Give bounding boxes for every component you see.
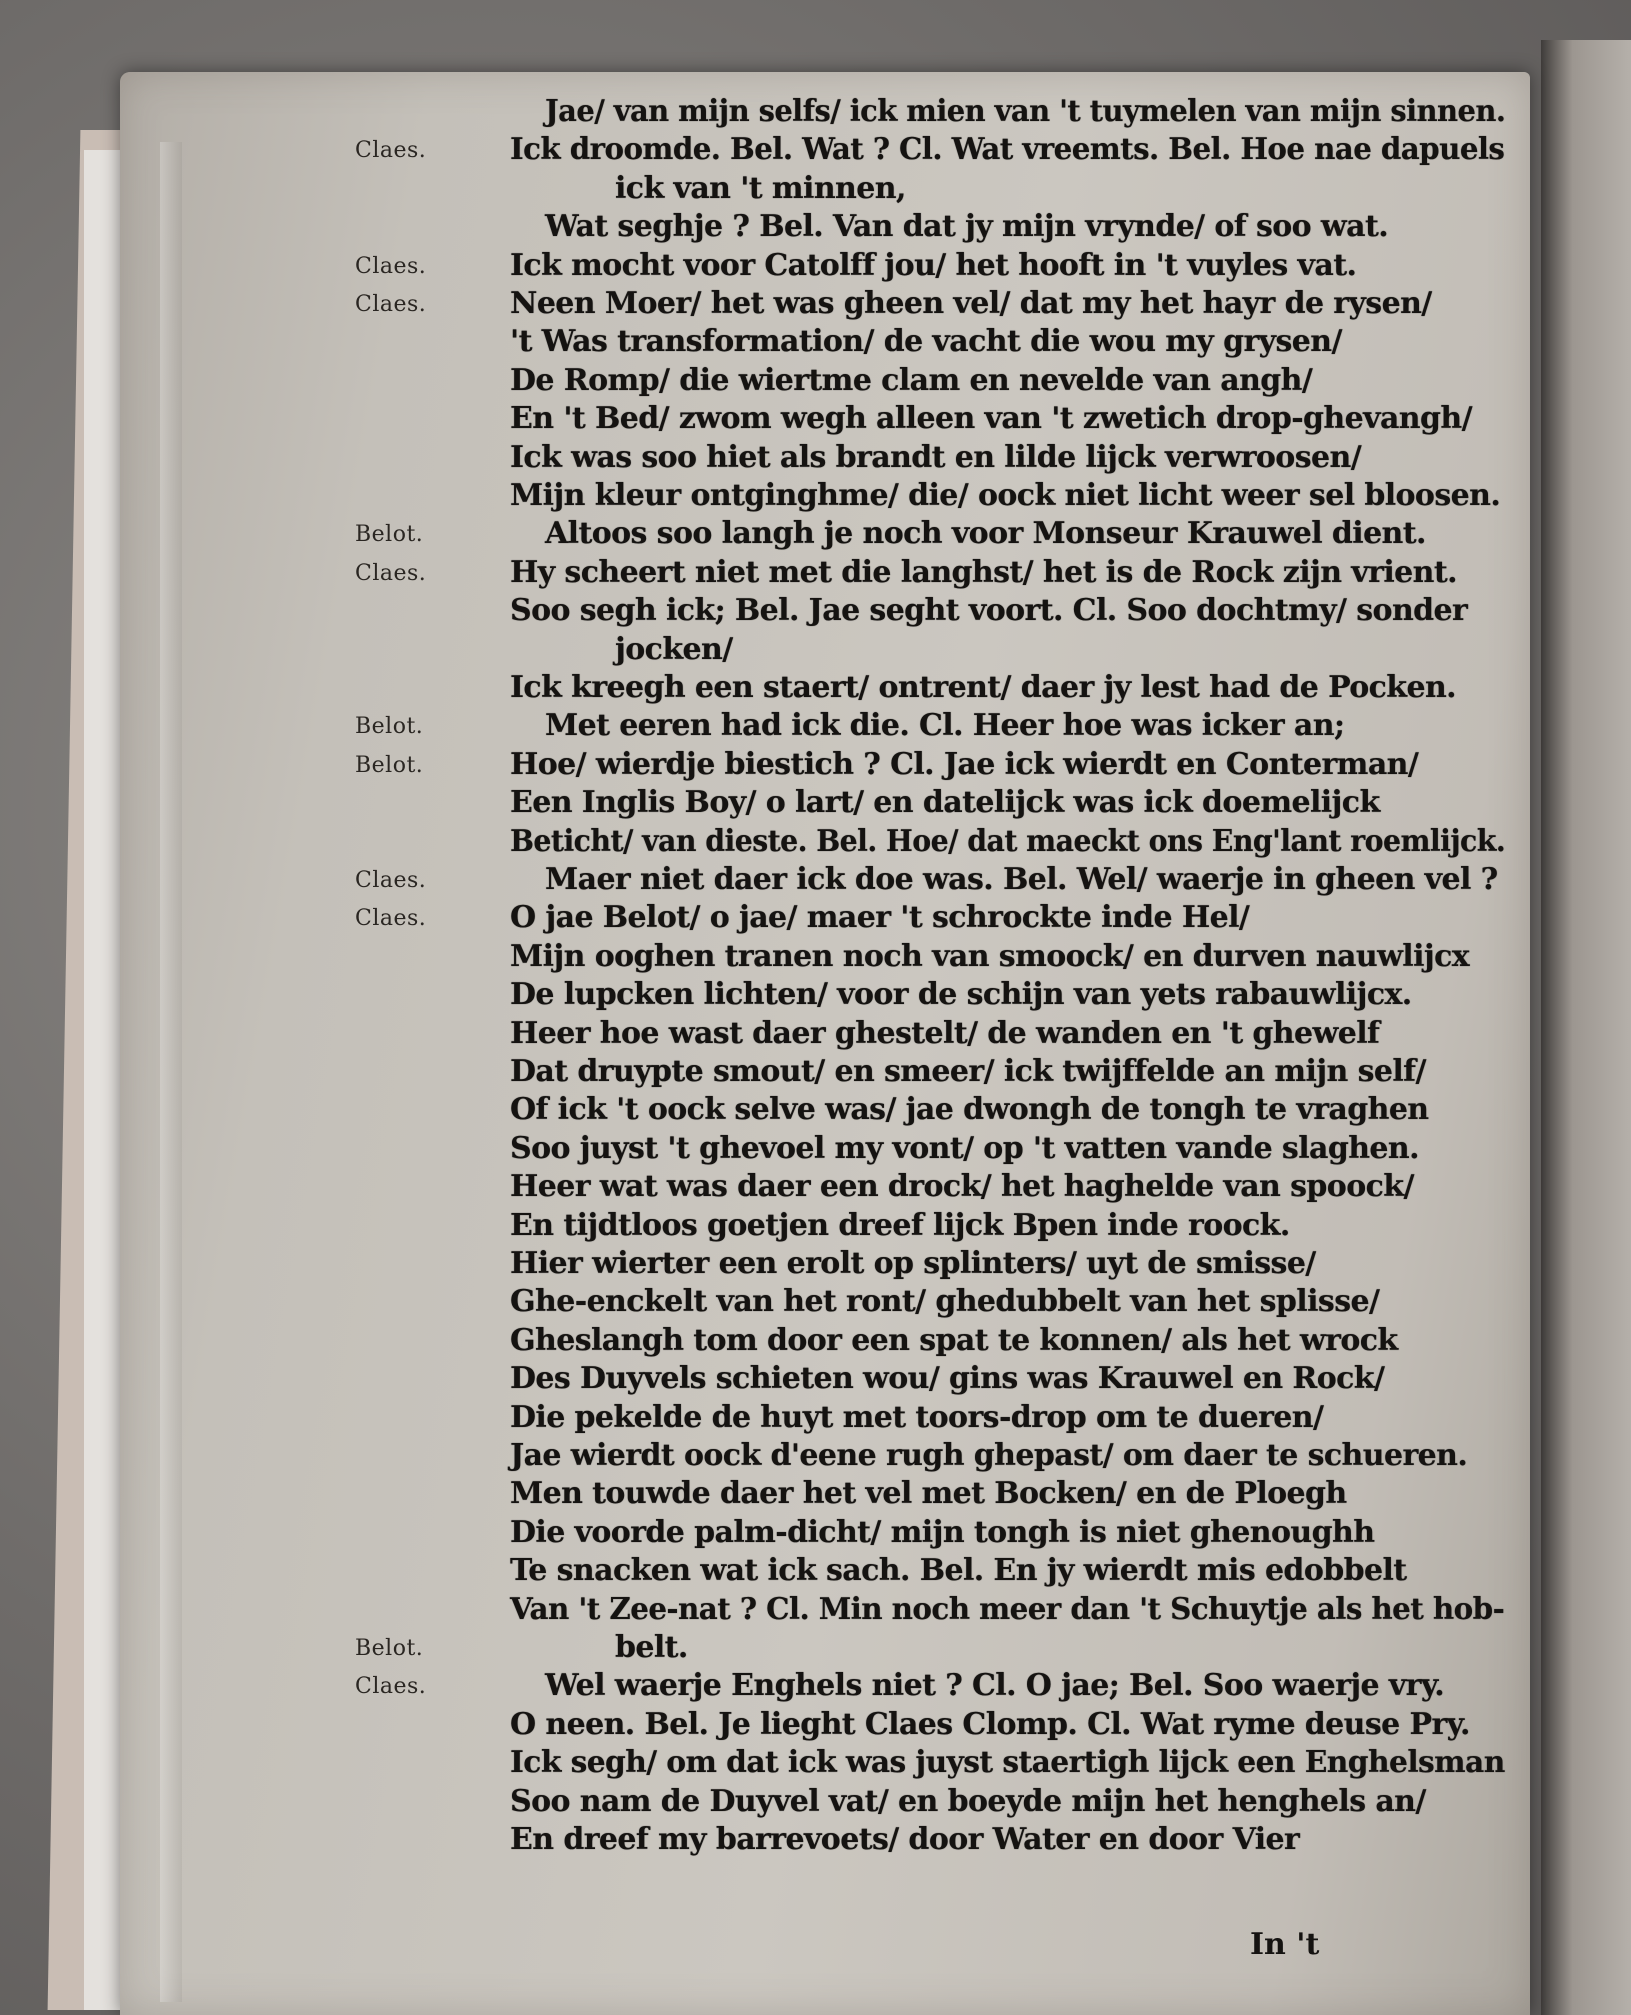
verse-text: Een Inglis Boy/ o lart/ en datelijck was ick doemelijck <box>510 785 1380 821</box>
verse-text: O neen. Bel. Je lieght Claes Clomp. Cl. Wat ryme deuse Pry. <box>510 1706 1470 1742</box>
speaker-label: Claes. <box>355 868 427 893</box>
verse-text: Gheslangh tom door een spat te konnen/ als het wrock <box>510 1322 1398 1358</box>
verse-text: Mijn ooghen tranen noch van smoock/ en durven nauwlijcx <box>510 938 1470 974</box>
speaker-label: Claes. <box>355 1674 427 1700</box>
verse-text: Die voorde palm-dicht/ mijn tongh is niet ghenoughh <box>510 1514 1375 1550</box>
verse-text: Maer niet daer ick doe was. Bel. Wel/ waerje in gheen vel ? <box>545 862 1498 897</box>
speaker-label: Belot. <box>355 714 424 740</box>
speaker-label: Belot. <box>355 522 424 548</box>
speaker-label: Claes. <box>355 253 427 279</box>
verse-text: Altoos soo langh je noch voor Monseur Krauwel dient. <box>545 516 1426 552</box>
verse-text: Die pekelde de huyt met toors-drop om te dueren/ <box>510 1399 1324 1435</box>
verse-text: Te snacken wat ick sach. Bel. En jy wierdt mis edobbelt <box>510 1553 1407 1589</box>
verse-text: Hier wierter een erolt op splinters/ uyt de smisse/ <box>510 1246 1316 1281</box>
verse-text: Men touwde daer het vel met Bocken/ en de Ploegh <box>510 1476 1347 1512</box>
verse-text: Met eeren had ick die. Cl. Heer hoe was icker an; <box>545 708 1345 744</box>
speaker-label: Claes. <box>355 138 427 164</box>
verse-text: Soo segh ick; Bel. Jae seght voort. Cl. Soo dochtmy/ sonder <box>510 593 1468 629</box>
verse-text: Van 't Zee-nat ? Cl. Min noch meer dan 't Schuytje als het hob- <box>510 1591 1505 1627</box>
verse-lines <box>120 72 1530 2015</box>
verse-text: En 't Bed/ zwom wegh alleen van 't zwetich drop-ghevangh/ <box>510 401 1472 437</box>
verse-text: Mijn kleur ontginghme/ die/ oock niet licht weer sel bloosen. <box>510 478 1501 513</box>
verse-text: Jae/ van mijn selfs/ ick mien van 't tuymelen van mijn sinnen. <box>545 94 1506 129</box>
verse-text: O jae Belot/ o jae/ maer 't schrockte inde Hel/ <box>510 900 1250 936</box>
speaker-label: Belot. <box>355 752 424 778</box>
verse-text: De Romp/ die wiertme clam en nevelde van angh/ <box>510 362 1313 398</box>
verse-text: Beticht/ van dieste. Bel. Hoe/ dat maeckt ons Eng'lant roemlijck. <box>510 823 1506 859</box>
verse-text: Neen Moer/ het was gheen vel/ dat my het hayr de rysen/ <box>510 286 1432 321</box>
speaker-label: Claes. <box>355 906 427 932</box>
catchword: In 't <box>1250 1927 1320 1962</box>
verse-text: 't Was transformation/ de vacht die wou my grysen/ <box>510 324 1342 360</box>
verse-text: Des Duyvels schieten wou/ gins was Krauwel en Rock/ <box>510 1361 1385 1397</box>
verse-text: Soo nam de Duyvel vat/ en boeyde mijn het henghels an/ <box>510 1783 1426 1819</box>
verse-text: Dat druypte smout/ en smeer/ ick twijffelde an mijn self/ <box>510 1054 1426 1089</box>
verse-text: Ghe-enckelt van het ront/ ghedubbelt van het splisse/ <box>510 1284 1380 1320</box>
verse-text: Wel waerje Enghels niet ? Cl. O jae; Bel. Soo waerje vry. <box>545 1668 1445 1704</box>
verse-text: Ick was soo hiet als brandt en lilde lijck verwroosen/ <box>510 439 1362 475</box>
verse-text: En dreef my barrevoets/ door Water en door Vier <box>510 1822 1300 1857</box>
verse-text: belt. <box>615 1630 688 1665</box>
verse-text: Heer hoe wast daer ghestelt/ de wanden en 't ghewelf <box>510 1015 1380 1051</box>
facing-page-edge <box>1541 40 1631 2015</box>
verse-text: Hoe/ wierdje biestich ? Cl. Jae ick wierdt en Conterman/ <box>510 746 1419 782</box>
speaker-label: Claes. <box>355 292 427 317</box>
verse-text: Soo juyst 't ghevoel my vont/ op 't vatten vande slaghen. <box>510 1130 1419 1166</box>
speaker-label: Claes. <box>355 560 427 586</box>
verse-text: Ick kreegh een staert/ ontrent/ daer jy lest had de Pocken. <box>510 670 1457 705</box>
verse-text: Wat seghje ? Bel. Van dat jy mijn vrynde/ of soo wat. <box>545 209 1389 245</box>
book-page <box>120 72 1530 2015</box>
verse-text: De lupcken lichten/ voor de schijn van yets rabauwlijcx. <box>510 977 1412 1013</box>
verse-text: Ick droomde. Bel. Wat ? Cl. Wat vreemts. Bel. Hoe nae dapuels <box>510 132 1505 168</box>
verse-text: Jae wierdt oock d'eene rugh ghepast/ om daer te schueren. <box>510 1438 1468 1473</box>
verse-text: Hy scheert niet met die langhst/ het is de Rock zijn vrient. <box>510 554 1457 590</box>
verse-text: Heer wat was daer een drock/ het haghelde van spoock/ <box>510 1169 1414 1205</box>
speaker-label: Belot. <box>355 1636 424 1661</box>
verse-text: Ick segh/ om dat ick was juyst staertigh lijck een Enghelsman <box>510 1745 1505 1781</box>
verse-text: Ick mocht voor Catolff jou/ het hooft in 't vuyles vat. <box>510 247 1357 283</box>
verse-text: En tijdtloos goetjen dreef lijck Bpen inde roock. <box>510 1207 1290 1243</box>
verse-text: Of ick 't oock selve was/ jae dwongh de tongh te vraghen <box>510 1092 1429 1128</box>
verse-text: ick van 't minnen, <box>615 170 906 206</box>
verse-text: jocken/ <box>615 631 733 667</box>
